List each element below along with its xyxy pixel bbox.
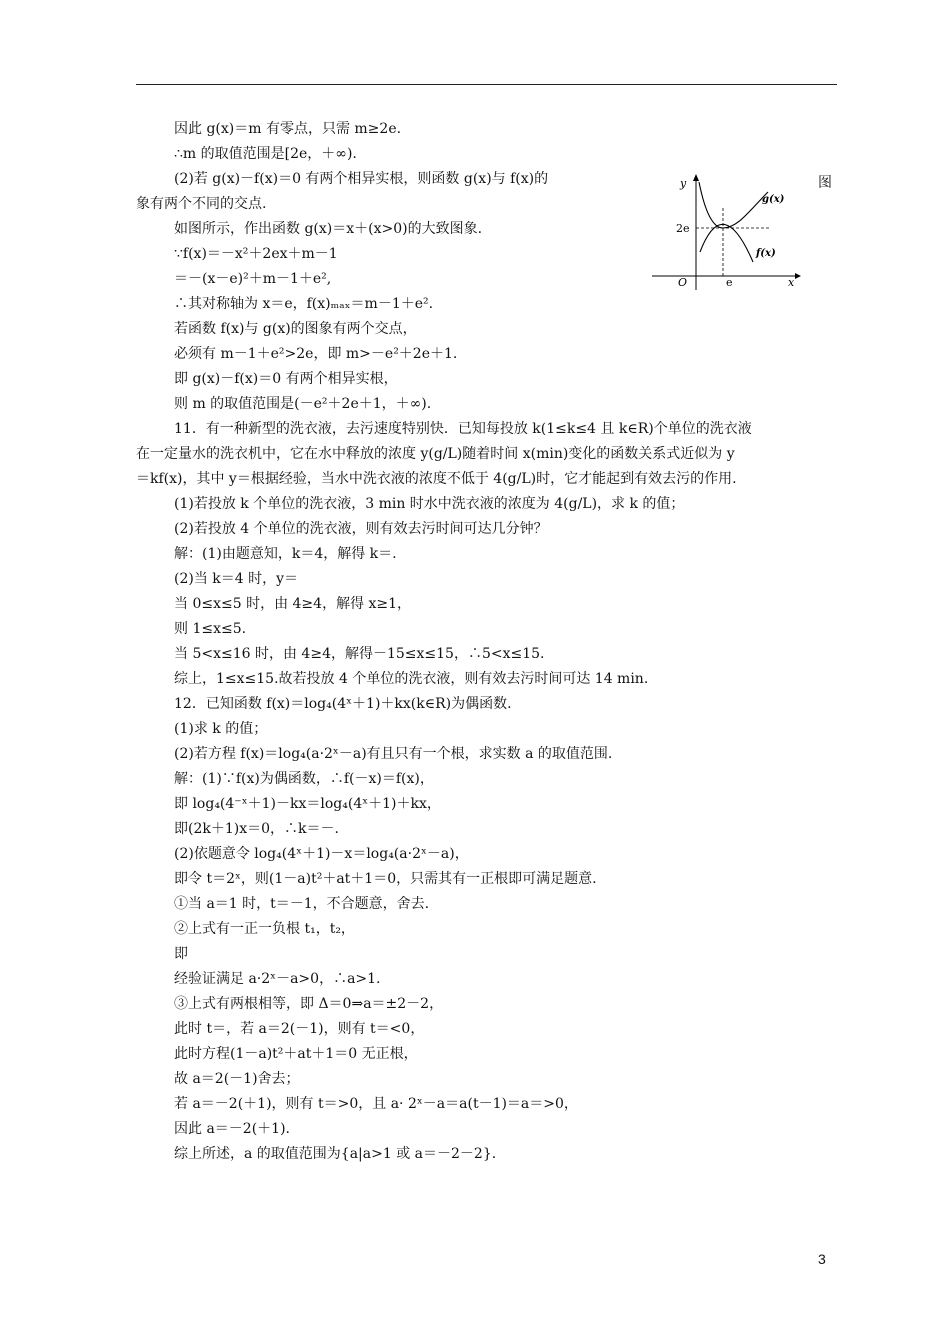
text-line: ②上式有一正一负根 t₁，t₂， <box>174 921 355 937</box>
f-curve-label: f(x) <box>756 248 776 259</box>
text-line: 象有两个不同的交点. <box>136 196 267 212</box>
text-line: 解：(1)由题意知，k＝4，解得 k＝. <box>174 546 397 562</box>
text-line: (1)求 k 的值； <box>174 721 268 737</box>
text-line: ③上式有两根相等，即 Δ＝0⇒a＝±2－2， <box>174 996 444 1012</box>
text-line: ＝kf(x)，其中 y＝根据经验，当水中洗衣液的浓度不低于 4(g/L)时，它才能起到有效去污的作用. <box>136 471 737 487</box>
text-line: 若 a＝－2(＋1)，则有 t＝>0，且 a· 2ˣ－a＝a(t－1)＝a＝>0， <box>174 1096 578 1112</box>
g-curve-label: g(x) <box>762 194 785 205</box>
figure-caption-word: 图 <box>818 175 832 191</box>
g-curve <box>699 182 768 228</box>
text-line: ①当 a＝1 时，t＝－1，不合题意，舍去. <box>174 896 430 912</box>
text-line: ∴m 的取值范围是[2e，＋∞). <box>174 146 357 162</box>
two-e-tick-label: 2e <box>676 222 690 235</box>
text-line: (2)依题意令 log₄(4ˣ＋1)－x＝log₄(a·2ˣ－a)， <box>174 846 469 862</box>
function-graph <box>650 172 802 292</box>
text-line: 12．已知函数 f(x)＝log₄(4ˣ＋1)＋kx(k∈R)为偶函数. <box>174 696 512 712</box>
text-line: (1)若投放 k 个单位的洗衣液，3 min 时水中洗衣液的浓度为 4(g/L)，求 k 的值； <box>174 496 685 512</box>
text-line: 综上所述，a 的取值范围为{a|a>1 或 a＝－2－2}. <box>174 1146 497 1162</box>
text-line: 即(2k＋1)x＝0，∴k＝－. <box>174 821 339 837</box>
text-line: 经验证满足 a·2ˣ－a>0，∴a>1. <box>174 971 381 987</box>
text-line: ∴其对称轴为 x＝e，f(x)ₘₐₓ＝m－1＋e². <box>174 296 434 312</box>
text-line: 故 a＝2(－1)舍去； <box>174 1071 300 1087</box>
header-rule <box>136 84 837 85</box>
origin-label: O <box>678 276 688 289</box>
text-line: 当 0≤x≤5 时，由 4≥4，解得 x≥1， <box>174 596 412 612</box>
text-line: 综上，1≤x≤15.故若投放 4 个单位的洗衣液，则有效去污时间可达 14 min. <box>174 671 649 687</box>
text-line: 此时 t＝，若 a＝2(－1)，则有 t＝<0， <box>174 1021 425 1037</box>
text-line: 即 <box>174 946 188 962</box>
text-line: 即 g(x)－f(x)＝0 有两个相异实根， <box>174 371 398 387</box>
text-line: 因此 g(x)＝m 有零点，只需 m≥2e. <box>174 121 402 137</box>
text-line: 即 log₄(4⁻ˣ＋1)－kx＝log₄(4ˣ＋1)＋kx， <box>174 796 441 812</box>
f-curve <box>700 224 753 262</box>
y-axis-label: y <box>680 177 687 190</box>
text-line: (2)当 k＝4 时，y＝ <box>174 571 299 587</box>
e-tick-label: e <box>726 276 733 289</box>
text-line: (2)若方程 f(x)＝log₄(a·2ˣ－a)有且只有一个根，求实数 a 的取值范围. <box>174 746 613 762</box>
text-line: 如图所示，作出函数 g(x)＝x＋(x>0)的大致图象. <box>174 221 483 237</box>
text-line: (2)若投放 4 个单位的洗衣液，则有效去污时间可达几分钟？ <box>174 521 548 537</box>
text-line: 因此 a＝－2(＋1). <box>174 1121 290 1137</box>
page-number: 3 <box>818 1251 826 1267</box>
text-line: 在一定量水的洗衣机中，它在水中释放的浓度 y(g/L)随着时间 x(min)变化的函数关系式近似为 y <box>136 446 735 462</box>
text-line: 解：(1)∵f(x)为偶函数，∴f(－x)＝f(x)， <box>174 771 434 787</box>
text-line: 此时方程(1－a)t²＋at＋1＝0 无正根， <box>174 1046 418 1062</box>
text-line: 当 5<x≤16 时，由 4≥4，解得－15≤x≤15，∴5<x≤15. <box>174 646 545 662</box>
x-axis-arrow <box>795 273 801 279</box>
text-line: 则 1≤x≤5. <box>174 621 247 637</box>
y-axis-arrow <box>693 174 699 181</box>
x-axis-label: x <box>788 276 795 289</box>
text-line: ＝－(x－e)²＋m－1＋e², <box>174 271 332 287</box>
text-line: ∵f(x)＝－x²＋2ex＋m－1 <box>174 246 338 262</box>
text-line: 若函数 f(x)与 g(x)的图象有两个交点， <box>174 321 417 337</box>
text-line: 必须有 m－1＋e²>2e，即 m>－e²＋2e＋1. <box>174 346 458 362</box>
text-line: 即令 t＝2ˣ，则(1－a)t²＋at＋1＝0，只需其有一正根即可满足题意. <box>174 871 597 887</box>
text-line: 则 m 的取值范围是(－e²＋2e＋1，＋∞). <box>174 396 432 412</box>
text-line: (2)若 g(x)－f(x)＝0 有两个相异实根，则函数 g(x)与 f(x)的 <box>174 171 549 187</box>
text-line: 11．有一种新型的洗衣液，去污速度特别快．已知每投放 k(1≤k≤4 且 k∈R)个单位的洗衣液 <box>174 421 752 437</box>
